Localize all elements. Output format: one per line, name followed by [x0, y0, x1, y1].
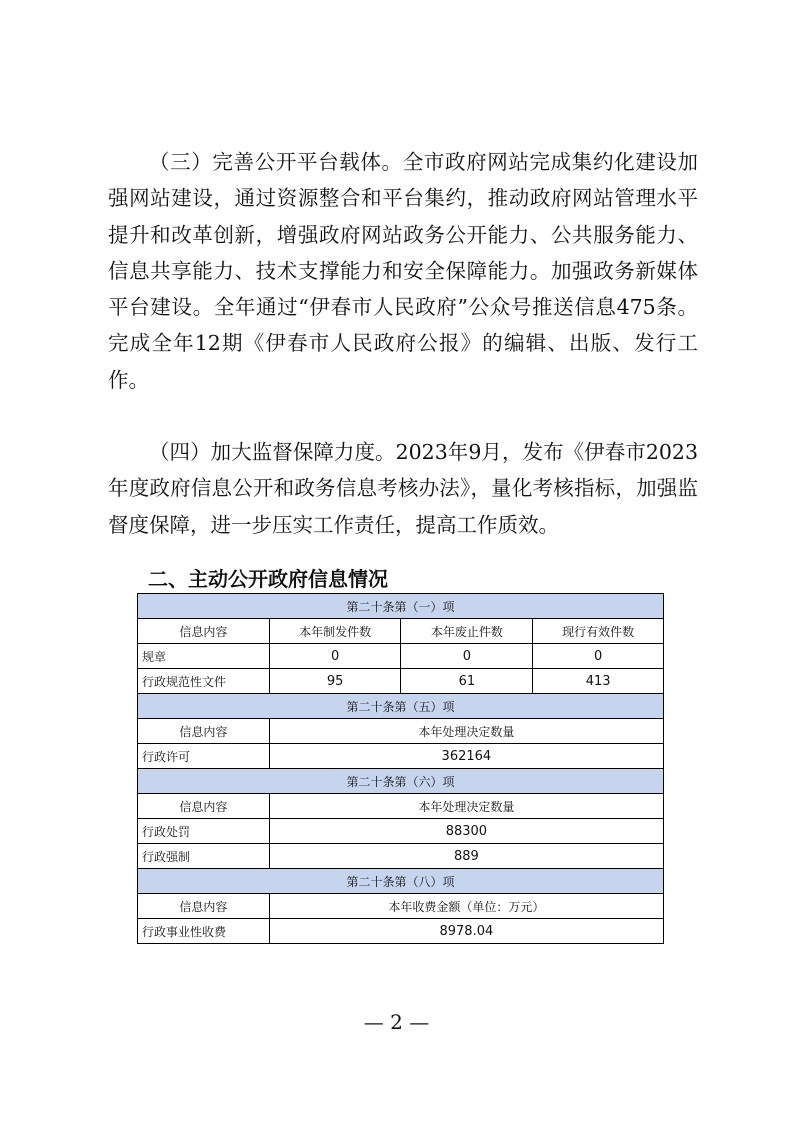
value-cell: 0	[533, 644, 664, 669]
header-cell: 本年处理决定数量	[269, 719, 663, 744]
value-cell: 61	[401, 669, 533, 694]
row-label: 行政处罚	[138, 819, 270, 844]
header-cell: 本年收费金额（单位：万元）	[269, 894, 663, 919]
table-row	[138, 919, 664, 944]
section-title-cell: 第二十条第（六）项	[138, 769, 664, 794]
section-title-cell: 第二十条第（五）项	[138, 694, 664, 719]
paragraph-body: 全市政府网站完成集约化建设加强网站建设，通过资源整合和平台集约，推动政府网站管理水平提升和改革创新，增强政府网站政务公开能力、公共服务能力、信息共享能力、技术支撑能力和安全保障能力。加强政务新媒体平台建设。全年通过“伊春市人民政府”公众号推送信息475条。完成全年12期《伊春市人民政府公报》的编辑、出版、发行工作。	[108, 150, 699, 392]
section-title: 二、主动公开政府信息情况	[148, 567, 388, 591]
page-number: — 2 —	[363, 1010, 430, 1034]
header-cell: 信息内容	[138, 894, 270, 919]
paragraph-lead: （四）加大监督保障力度。	[149, 440, 396, 464]
table-row	[138, 844, 664, 869]
row-label: 行政规范性文件	[138, 669, 270, 694]
row-label: 规章	[138, 644, 270, 669]
section-title-cell: 第二十条第（一）项	[138, 594, 664, 619]
row-label: 行政强制	[138, 844, 270, 869]
paragraph-supervision	[108, 434, 698, 543]
header-cell: 信息内容	[138, 619, 270, 644]
section-title-cell: 第二十条第（八）项	[138, 869, 664, 894]
table-header-row	[138, 719, 664, 744]
value-cell: 889	[269, 844, 663, 869]
table-header-row	[138, 894, 664, 919]
header-cell: 本年处理决定数量	[269, 794, 663, 819]
table-row	[138, 644, 664, 669]
table-row	[138, 669, 664, 694]
value-cell: 0	[269, 644, 401, 669]
paragraph-body: 2023年9月，发布《伊春市2023年度政府信息公开和政务信息考核办法》，量化考核指标，加强监督度保障，进一步压实工作责任，提高工作质效。	[108, 440, 698, 537]
table-row	[138, 819, 664, 844]
value-cell: 88300	[269, 819, 663, 844]
table-section-header	[138, 594, 664, 619]
table-header-row	[138, 619, 664, 644]
header-cell: 本年废止件数	[401, 619, 533, 644]
table-section-header	[138, 694, 664, 719]
table-header-row	[138, 794, 664, 819]
row-label: 行政事业性收费	[138, 919, 270, 944]
table-section-header	[138, 769, 664, 794]
table-section-header	[138, 869, 664, 894]
header-cell: 现行有效件数	[533, 619, 664, 644]
value-cell: 8978.04	[269, 919, 663, 944]
value-cell: 362164	[269, 744, 663, 769]
value-cell: 413	[533, 669, 664, 694]
disclosure-table	[137, 593, 664, 944]
value-cell: 0	[401, 644, 533, 669]
paragraph-lead: （三）完善公开平台载体。	[149, 150, 403, 174]
header-cell: 信息内容	[138, 794, 270, 819]
header-cell: 信息内容	[138, 719, 270, 744]
row-label: 行政许可	[138, 744, 270, 769]
value-cell: 95	[269, 669, 401, 694]
header-cell: 本年制发件数	[269, 619, 401, 644]
table-row	[138, 744, 664, 769]
paragraph-platform	[108, 144, 698, 398]
